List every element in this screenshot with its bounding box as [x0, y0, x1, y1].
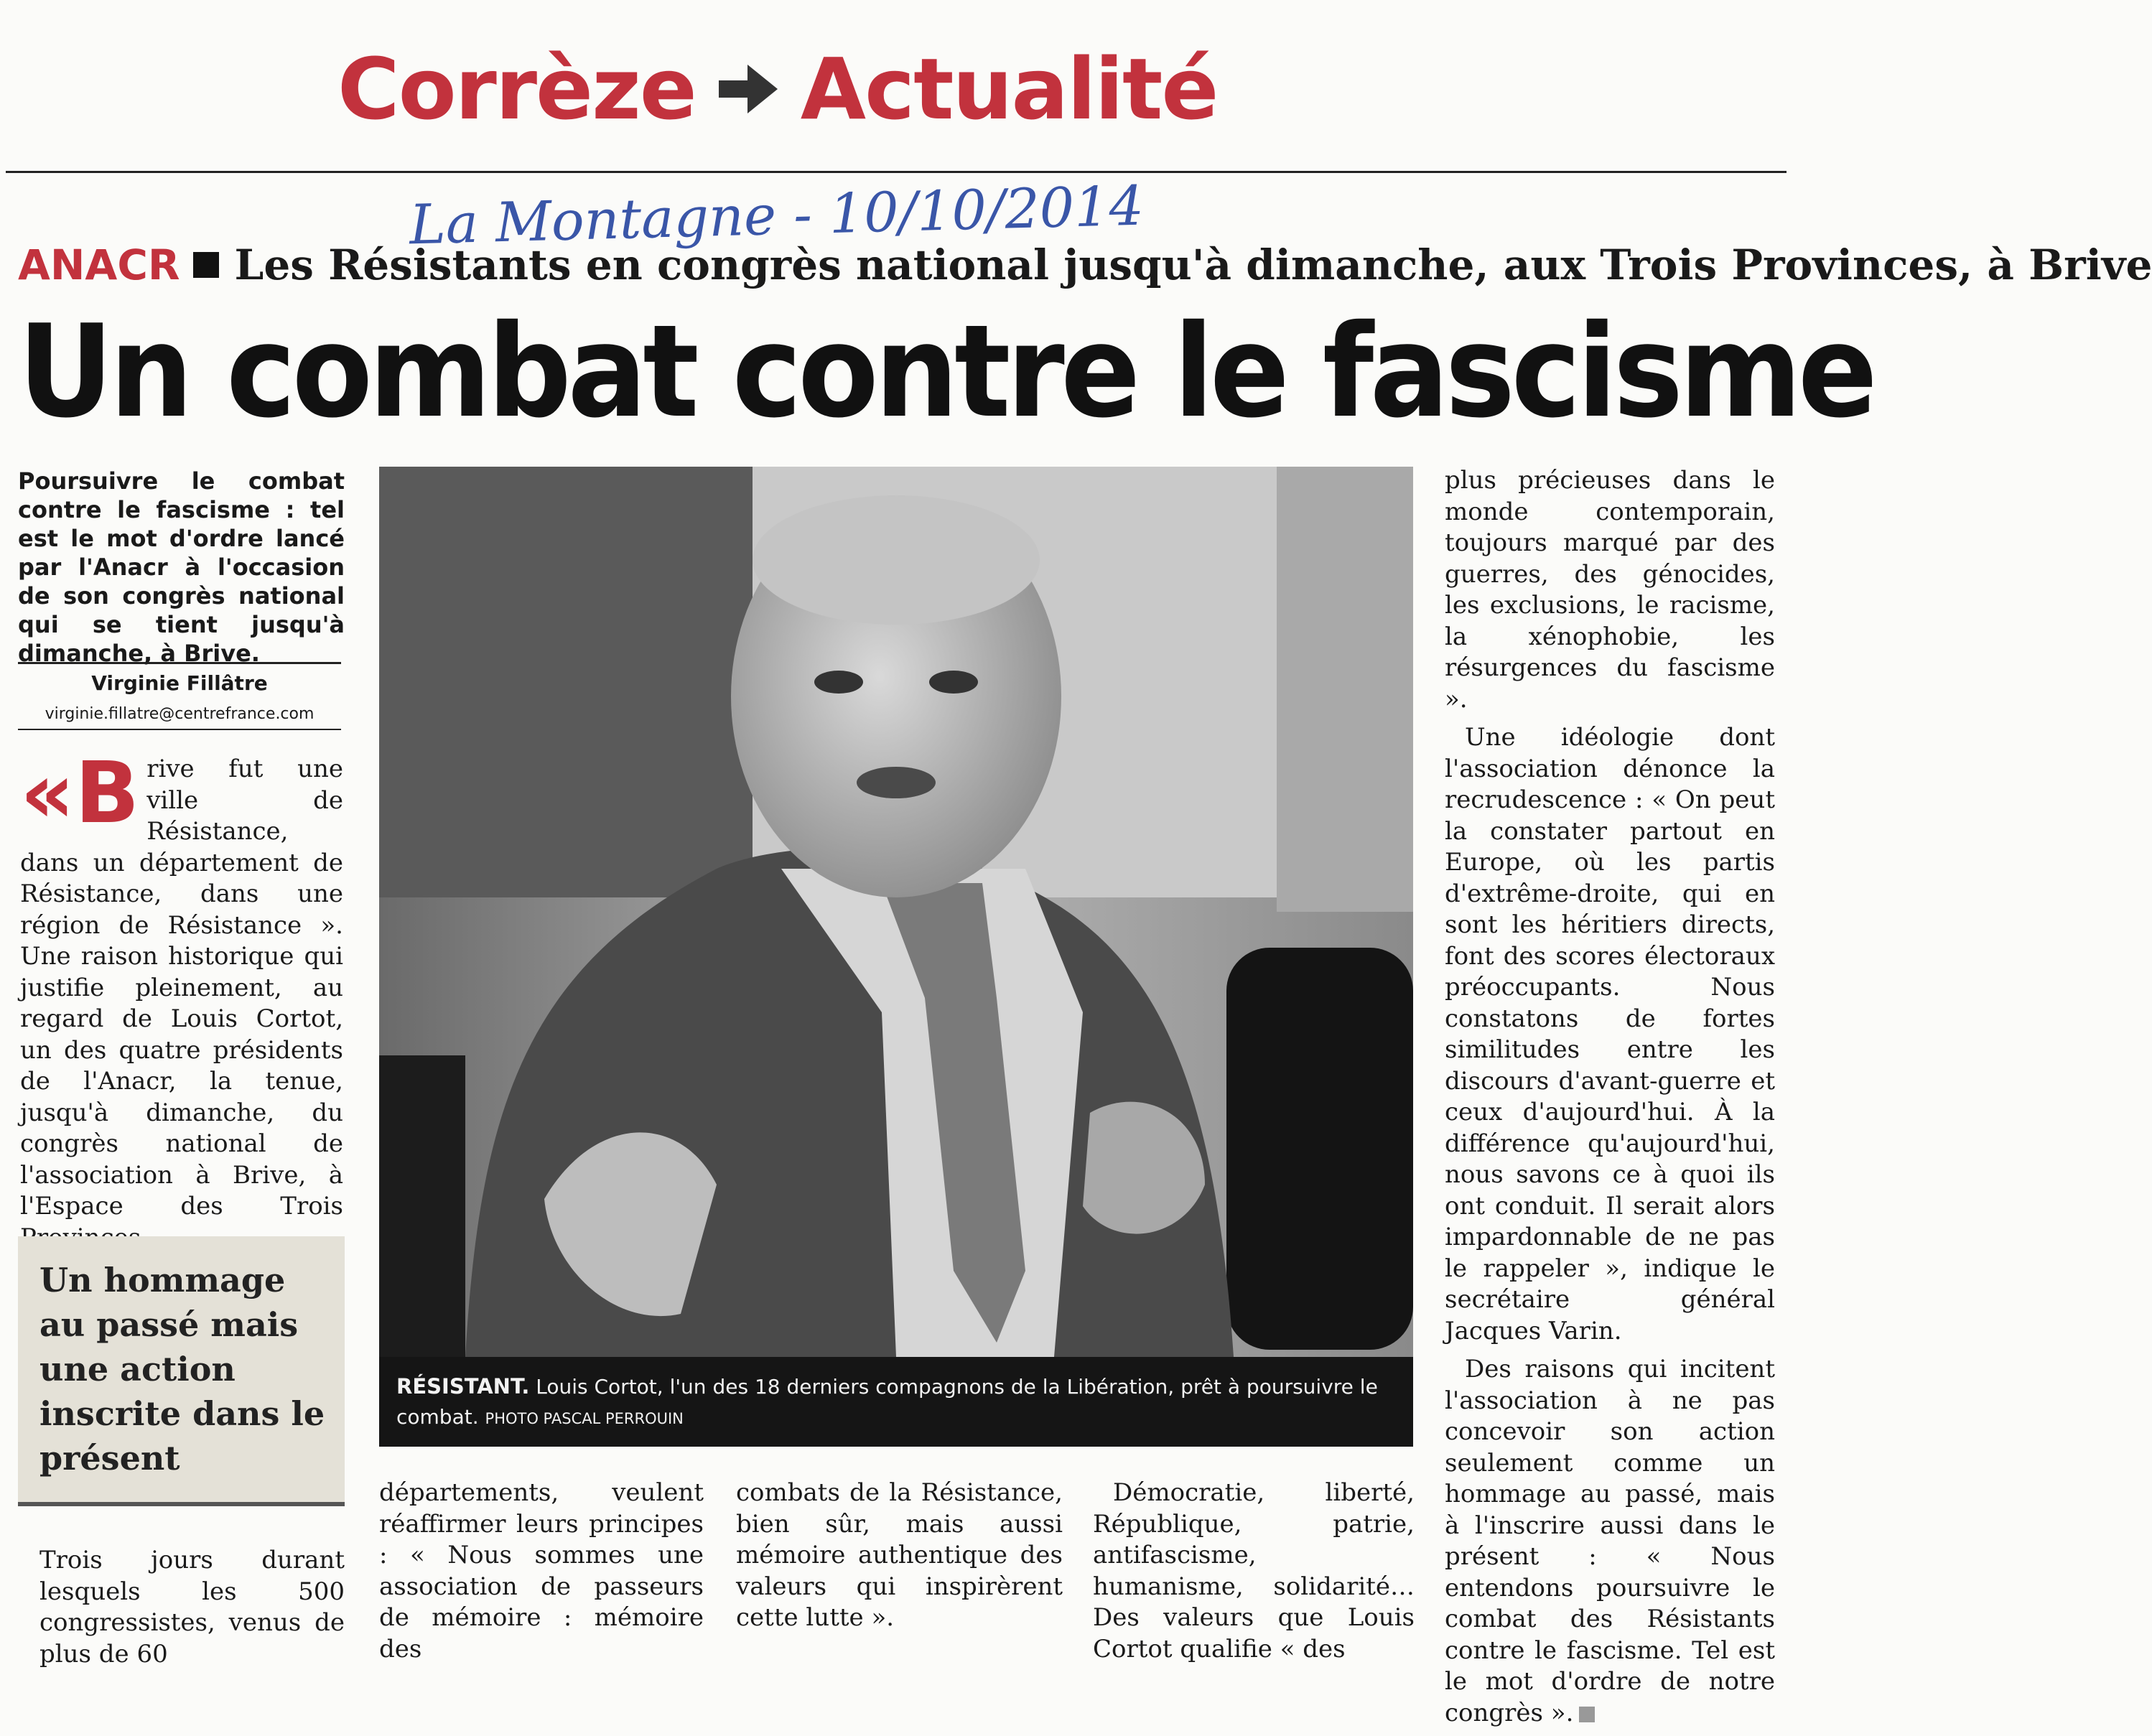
end-of-article-icon	[1579, 1707, 1595, 1722]
column-5-paragraph-1: plus précieuses dans le monde contemporain, toujours marqué par des guerres, des génocides, les exclusions, le racisme, la xénophobie, les résurgences du fascisme ».	[1445, 466, 1775, 714]
square-bullet-icon	[193, 252, 219, 278]
dropcap-letter: B	[75, 743, 140, 842]
header-rule	[6, 171, 1787, 173]
handwritten-annotation: La Montagne - 10/10/2014	[409, 173, 1145, 257]
lead-paragraph	[20, 743, 343, 1254]
headline: Un combat contre le fascisme	[18, 297, 1874, 446]
kicker	[18, 241, 2152, 289]
section-category: Actualité	[800, 39, 1218, 139]
photo-caption	[379, 1357, 1413, 1447]
photo-credit: PHOTO PASCAL PERROUIN	[485, 1410, 684, 1427]
section-rubric	[337, 39, 1217, 139]
column-5-paragraph-3-text: Des raisons qui incitent l'association à ne pas concevoir son action seulement comme un hommage au passé, mais à l'inscrire aussi dans le présent : « Nous entendons poursuivre le combat des Résistants contre le fascisme. Tel est le mot d'ordre de notre congrès ».	[1445, 1355, 1775, 1727]
byline-email: virginie.fillatre@centrefrance.com	[45, 705, 315, 723]
column-4: Démocratie, liberté, République, patrie, antifascisme, humanisme, solidarité… Des valeurs que Louis Cortot qualifie « des	[1093, 1478, 1415, 1663]
standfirst: Poursuivre le combat contre le fascisme : tel est le mot d'ordre lancé par l'Anacr à l'occasion de son congrès national qui se tient jusqu'à dimanche, à Brive.	[18, 467, 345, 667]
arrow-right-icon	[716, 60, 781, 118]
kicker-tag: ANACR	[18, 241, 180, 289]
open-quote: «	[20, 743, 75, 842]
column-5-paragraph-3	[1445, 1354, 1775, 1729]
photo-illustration	[379, 467, 1413, 1447]
photo-louis-cortot	[379, 467, 1413, 1447]
caption-label: RÉSISTANT.	[396, 1374, 530, 1399]
column-2: départements, veulent réaffirmer leurs principes : « Nous sommes une association de passeurs de mémoire : mémoire des	[379, 1478, 704, 1663]
dropcap	[20, 743, 140, 842]
byline-rule-top	[18, 662, 341, 664]
pullquote-text: Un hommage au passé mais une action inscrite dans le présent	[39, 1261, 325, 1478]
kicker-text: Les Résistants en congrès national jusqu'à dimanche, aux Trois Provinces, à Brive	[234, 241, 2152, 289]
column-5	[1445, 465, 1775, 1736]
lead-text: rive fut une ville de Résistance, dans un département de Résistance, dans une région de Résistance ». Une raison historique qui justifie pleinement, au regard de Louis Cortot, un des quatre présidents de l'Anacr, la tenue, jusqu'à dimanche, du congrès national de l'association à Brive, à l'Espace des Trois	[20, 755, 343, 1221]
byline-rule-bottom	[18, 729, 341, 730]
caption-text: Louis Cortot, l'un des 18 derniers compagnons de la Libération, prêt à poursuivre le combat.	[396, 1375, 1378, 1429]
byline-author: Virginie Fillâtre	[91, 671, 268, 695]
pullquote-box	[18, 1236, 345, 1506]
column-5-paragraph-2: Une idéologie dont l'association dénonce la recrudescence : « On peut la constater partout en Europe, où les partis d'extrême-droite, qui en sont les héritiers directs, font des scores électoraux préoccupants. Nous constatons de fortes similitudes entre les discours d'avant-guerre et ceux d'aujourd'hui. À la différence qu'aujourd'hui, nous savons ce à quoi ils ont conduit. Il serait alors impardonnable de ne pas le rappeler », indique le secrétaire général Jacques Varin.	[1445, 723, 1775, 1345]
section-region: Corrèze	[337, 39, 696, 139]
column-1-continued: Trois jours durant lesquels les 500 congressistes, venus de plus de 60	[39, 1546, 345, 1669]
column-3: combats de la Résistance, bien sûr, mais aussi mémoire authentique des valeurs qui inspirèrent cette lutte ».	[736, 1478, 1063, 1632]
